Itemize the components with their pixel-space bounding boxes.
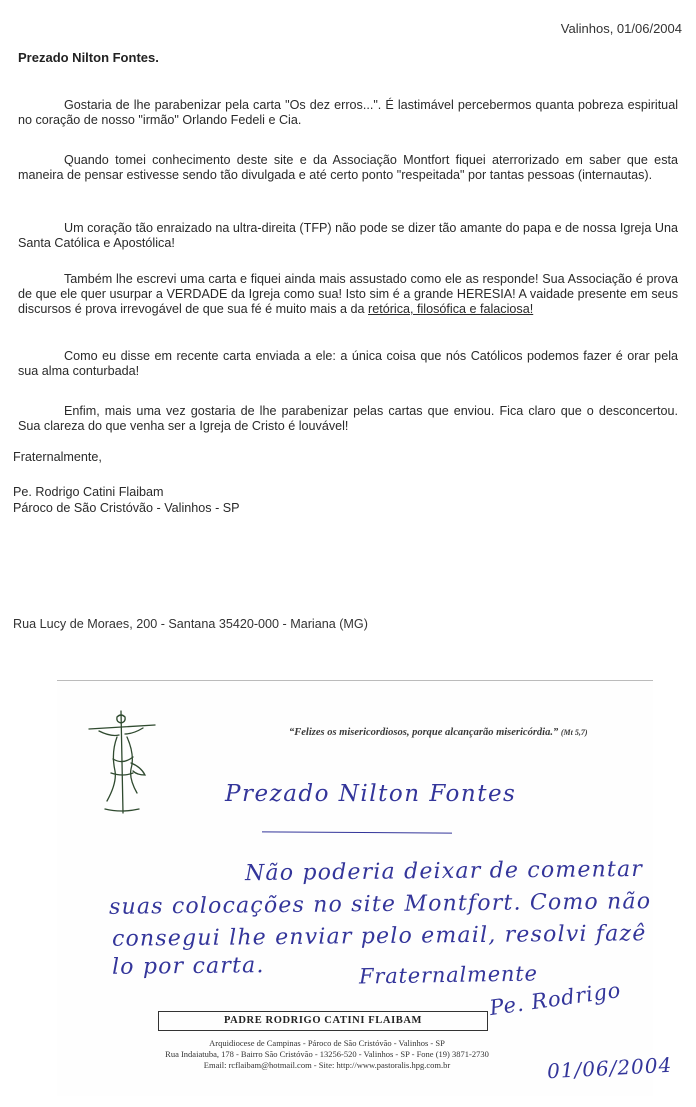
handwritten-line-1: Não poderia deixar de comentar: [244, 856, 644, 887]
letter-paragraph-4-text: Também lhe escrevi uma carta e fiquei ainda mais assustado como ele as responde! Sua Associação é prova de que ele quer usurpar a VERDADE da Igreja como sua! Isto sim é a grande HERESIA! A vaidade presente em seus discursos é prova irrevogável de que sua fé é muito mais a da: [18, 272, 678, 316]
card-name-box: PADRE RODRIGO CATINI FLAIBAM: [158, 1011, 488, 1031]
handwritten-line-4: lo por carta.: [111, 953, 265, 980]
letter-salutation: Prezado Nilton Fontes.: [18, 50, 159, 65]
letter-closing: Fraternalmente,: [13, 450, 102, 464]
greeting-underline: [262, 831, 452, 833]
letter-paragraph-1: Gostaria de lhe parabenizar pela carta "Os dez erros...". É lastimável percebermos quanta pobreza espiritual no coração de nosso "irmão" Orlando Fedeli e Cia.: [18, 98, 678, 127]
handwritten-greeting: Prezado Nilton Fontes: [225, 781, 517, 807]
card-footer-contact: Email: rcflaibam@hotmail.com - Site: http://www.pastoralis.hpg.com.br: [203, 1060, 451, 1070]
handwritten-date: 01/06/2004: [546, 1052, 673, 1084]
letter-paragraph-3: Um coração tão enraizado na ultra-direita (TFP) não pode se dizer tão amante do papa e de nossa Igreja Una Santa Católica e Apostólica!: [18, 221, 678, 250]
letter-paragraph-4: [18, 272, 678, 317]
handwritten-signature: Pe. Rodrigo: [487, 977, 623, 1021]
handwritten-line-2: suas colocações no site Montfort. Como não: [108, 889, 652, 920]
motto-reference: (Mt 5,7): [560, 728, 588, 737]
letter-paragraph-2: Quando tomei conhecimento deste site e da Associação Montfort fiquei aterrorizado em saber que esta maneira de pensar estivesse sendo tão divulgada e até certo ponto "respeitada" por tantas pessoas (internautas).: [18, 153, 678, 182]
letter-paragraph-5: Como eu disse em recente carta enviada a ele: a única coisa que nós Católicos podemos fazer é orar pela sua alma conturbada!: [18, 349, 678, 378]
handwritten-card: [57, 680, 673, 1096]
letter-signature-title: Pároco de São Cristóvão - Valinhos - SP: [13, 501, 240, 515]
recipient-address: Rua Lucy de Moraes, 200 - Santana 35420-000 - Mariana (MG): [13, 617, 368, 631]
card-footer-parish: Arquidiocese de Campinas - Pároco de São Cristóvão - Valinhos - SP: [209, 1038, 445, 1048]
crucifix-icon: [87, 709, 157, 817]
card-footer-address: Rua Indaiatuba, 178 - Bairro São Cristóvão - 13256-520 - Valinhos - SP - Fone (19) 3871-2730: [165, 1049, 489, 1059]
letter-paragraph-6: Enfim, mais uma vez gostaria de lhe parabenizar pelas cartas que enviou. Fica claro que o desconcertou. Sua clareza do que venha ser a Igreja de Cristo é louvável!: [18, 404, 678, 433]
handwritten-closing: Fraternalmente: [358, 961, 538, 989]
motto-text: “Felizes os misericordiosos, porque alcançarão misericórdia.”: [289, 727, 559, 738]
letter-underlined-phrase: retórica, filosófica e falaciosa!: [368, 302, 534, 316]
letter-date: Valinhos, 01/06/2004: [560, 21, 682, 36]
letter-signature-name: Pe. Rodrigo Catini Flaibam: [13, 485, 164, 499]
card-motto: [289, 727, 588, 738]
handwritten-line-3: consegui lhe enviar pelo email, resolvi fazê: [111, 921, 647, 952]
